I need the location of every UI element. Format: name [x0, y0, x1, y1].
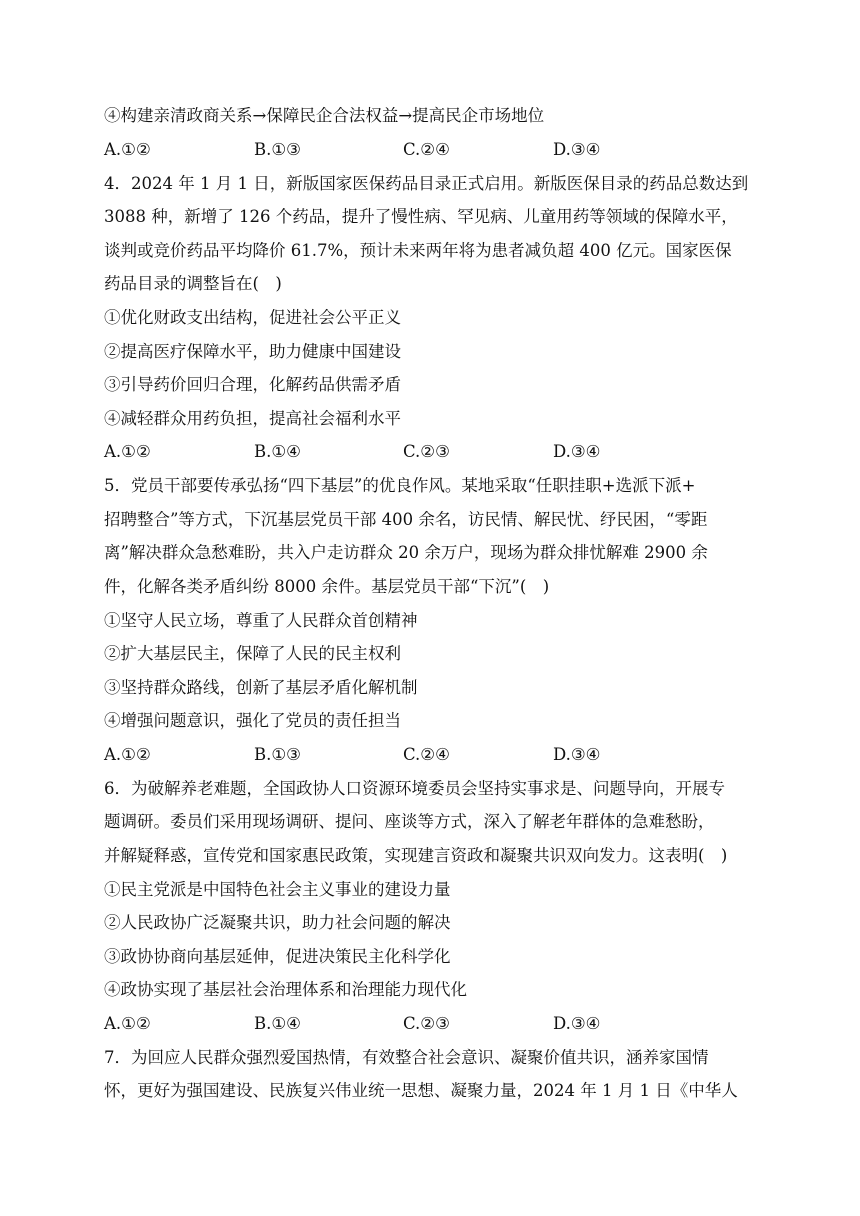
q6-option-c: C.②③ [403, 1014, 450, 1033]
q6-item-2: ②人民政协广泛凝聚共识，助力社会问题的解决 [104, 913, 451, 932]
q4-option-d: D.③④ [553, 442, 601, 461]
q5-stem-line: 5．党员干部要传承弘扬“四下基层”的优良作风。某地采取“任职挂职+选派下派+ [104, 476, 696, 495]
q4-options [104, 441, 764, 463]
q3-option-a: A.①② [104, 140, 151, 159]
q6-option-b: B.①④ [254, 1014, 301, 1033]
q3-options [104, 139, 764, 161]
q5-option-d: D.③④ [553, 745, 601, 764]
q5-item-2: ②扩大基层民主，保障了人民的民主权利 [104, 644, 401, 663]
q4-item-3: ③引导药价回归合理，化解药品供需矛盾 [104, 375, 401, 394]
q5-option-c: C.②④ [403, 745, 450, 764]
q6-stem-line: 并解疑释惑，宣传党和国家惠民政策，实现建言资政和凝聚共识双向发力。这表明( ) [104, 846, 728, 865]
q6-item-1: ①民主党派是中国特色社会主义事业的建设力量 [104, 880, 451, 899]
q3-item-4: ④构建亲清政商关系→保障民企合法权益→提高民企市场地位 [104, 106, 545, 125]
q4-item-2: ②提高医疗保障水平，助力健康中国建设 [104, 342, 401, 361]
q6-item-3: ③政协协商向基层延伸，促进决策民主化科学化 [104, 947, 451, 966]
q5-stem-line: 招聘整合”等方式，下沉基层党员干部 400 余名，访民情、解民忧、纾民困，“零距 [104, 510, 708, 529]
q6-stem-line: 题调研。委员们采用现场调研、提问、座谈等方式，深入了解老年群体的急难愁盼， [104, 812, 715, 831]
q5-item-1: ①坚守人民立场，尊重了人民群众首创精神 [104, 611, 418, 630]
q5-option-b: B.①③ [254, 745, 301, 764]
q5-stem-line: 件，化解各类矛盾纠纷 8000 余件。基层党员干部“下沉”( ) [104, 577, 550, 596]
q4-stem-line: 谈判或竞价药品平均降价 61.7%，预计未来两年将为患者减负超 400 亿元。国家医保 [104, 241, 732, 260]
q4-stem-line: 药品目录的调整旨在( ) [104, 274, 282, 293]
q5-item-3: ③坚持群众路线，创新了基层矛盾化解机制 [104, 678, 418, 697]
q6-stem-line: 6．为破解养老难题，全国政协人口资源环境委员会坚持实事求是、问题导向，开展专 [104, 779, 725, 798]
q4-item-4: ④减轻群众用药负担，提高社会福利水平 [104, 409, 401, 428]
q5-option-a: A.①② [104, 745, 151, 764]
q7-stem-line: 怀，更好为强国建设、民族复兴伟业统一思想、凝聚力量，2024 年 1 月 1 日《中华人 [104, 1081, 738, 1100]
q4-stem-line: 4．2024 年 1 月 1 日，新版国家医保药品目录正式启用。新版医保目录的药品总数达到 [104, 174, 749, 193]
q7-stem-line: 7．为回应人民群众强烈爱国热情，有效整合社会意识、凝聚价值共识，涵养家国情 [104, 1048, 709, 1067]
q4-stem-line: 3088 种，新增了 126 个药品，提升了慢性病、罕见病、儿童用药等领域的保障水平， [104, 207, 738, 226]
q4-option-b: B.①④ [254, 442, 301, 461]
q5-options [104, 744, 764, 766]
q3-option-c: C.②④ [403, 140, 450, 159]
q4-item-1: ①优化财政支出结构，促进社会公平正义 [104, 308, 401, 327]
q5-stem-line: 离”解决群众急愁难盼，共入户走访群众 20 余万户，现场为群众排忧解难 2900 余 [104, 543, 708, 562]
q5-item-4: ④增强问题意识，强化了党员的责任担当 [104, 711, 401, 730]
q4-option-a: A.①② [104, 442, 151, 461]
q6-item-4: ④政协实现了基层社会治理体系和治理能力现代化 [104, 980, 467, 999]
q3-option-d: D.③④ [553, 140, 601, 159]
q3-option-b: B.①③ [254, 140, 301, 159]
q6-option-d: D.③④ [553, 1014, 601, 1033]
q4-option-c: C.②③ [403, 442, 450, 461]
q6-options [104, 1013, 764, 1035]
q6-option-a: A.①② [104, 1014, 151, 1033]
